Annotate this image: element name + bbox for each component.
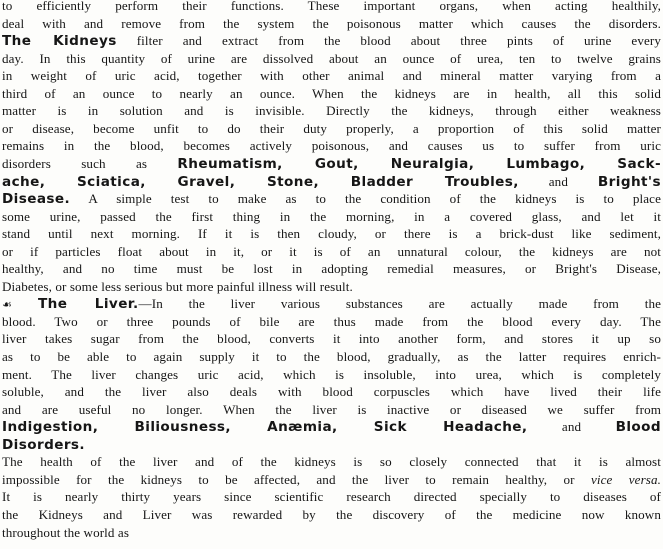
text-line — [2, 278, 661, 296]
bold-heading-text: The Kidneys — [2, 33, 117, 50]
text-line — [2, 67, 661, 85]
body-text: A simple test to make as to the condition of the kidneys is to place — [70, 191, 661, 207]
body-text: third of an ounce to nearly an ounce. When the kidneys are in health, all this solid — [2, 85, 661, 101]
text-line — [2, 260, 661, 278]
text-line — [2, 383, 661, 401]
text-line — [2, 0, 661, 15]
bold-heading-text: Blood — [615, 419, 661, 436]
text-line — [2, 173, 661, 191]
body-text: —In the liver various substances are actually made from the — [138, 296, 661, 312]
body-text: disorders such as — [2, 155, 178, 171]
bold-heading-text: Bright's — [597, 173, 661, 190]
text-line — [2, 330, 661, 348]
text-line — [2, 190, 661, 208]
body-text: remains in the blood, becomes actively poisonous, and causes us to suffer from uric — [2, 138, 661, 154]
bold-heading-text: Rheumatism, Gout, Neuralgia, Lumbago, Sack- — [177, 155, 661, 172]
text-line — [2, 453, 661, 471]
text-line — [2, 506, 661, 524]
text-line — [2, 225, 661, 243]
body-text: or disease, become unfit to do their duty properly, a proportion of this solid matter — [2, 120, 661, 136]
body-text: and — [518, 173, 598, 189]
body-text: liver takes sugar from the blood, converts it into another form, and stores it up so — [2, 331, 661, 347]
bold-heading-text: Indigestion, Biliousness, Anæmia, Sick Headache, — [2, 419, 528, 436]
body-text: healthy, and no time must be lost in adopting remedial measures, or Bright's Disease, — [2, 261, 661, 277]
bold-heading-text: ache, Sciatica, Gravel, Stone, Bladder Troubles, — [2, 173, 519, 190]
body-text: and are useful no longer. When the liver is inactive or diseased we suffer from — [2, 401, 661, 417]
body-text: in weight of uric acid, together with other animal and mineral matter varying from a — [2, 68, 661, 84]
bold-heading-text: The Liver. — [37, 296, 139, 313]
body-text: vice versa. — [590, 471, 661, 487]
text-line — [2, 401, 661, 419]
body-text: some urine, passed the first thing in the morning, in a covered glass, and let it — [2, 208, 661, 224]
text-line — [2, 102, 661, 120]
text-line — [2, 348, 661, 366]
body-text: and — [527, 419, 616, 435]
body-text: It is nearly thirty years since scientific research directed specially to diseases of — [2, 489, 661, 505]
text-line — [2, 488, 661, 506]
body-text: as to be able to again supply it to the blood, gradually, as the latter requires enrich- — [2, 349, 661, 364]
text-line — [2, 313, 661, 331]
body-text: matter is in solution and is invisible. Directly the kidneys, through either weakness — [2, 103, 661, 119]
body-text: the Kidneys and Liver was rewarded by the discovery of the medicine now known — [2, 506, 661, 522]
body-text: throughout the world as — [2, 524, 130, 540]
body-text: soluble, and the liver also deals with blood corpuscles which have lived their life — [2, 384, 661, 400]
text-line — [2, 137, 661, 155]
text-line — [2, 436, 661, 454]
body-text: The health of the liver and of the kidneys is so closely connected that it is almost — [2, 454, 661, 470]
text-line — [2, 471, 661, 489]
text-line — [2, 155, 661, 173]
text-line — [2, 85, 661, 103]
body-text: stand until next morning. If it is then cloudy, or there is a brick-dust like sediment, — [2, 226, 661, 242]
text-line — [2, 295, 661, 313]
bold-heading-text: Disorders. — [2, 436, 85, 453]
text-line — [2, 50, 661, 68]
body-text: to efficiently perform their functions. These important organs, when acting healthily, — [2, 0, 661, 13]
text-line — [2, 32, 661, 50]
text-line — [2, 418, 661, 436]
text-line — [2, 120, 661, 138]
text-line — [2, 15, 661, 33]
body-text: day. In this quantity of urine are dissolved about an ounce of urea, ten to twelve grains — [2, 50, 661, 66]
text-line — [2, 243, 661, 261]
body-text: or if particles float about in it, or it is of an unnatural colour, the kidneys are not — [2, 243, 661, 259]
body-text: impossible for the kidneys to be affected, and the liver to remain healthy, or — [2, 471, 591, 487]
ornament-icon: ☙ — [2, 298, 38, 312]
text-line — [2, 524, 661, 542]
body-text: filter and extract from the blood about three pints of urine every — [116, 33, 661, 49]
text-line — [2, 366, 661, 384]
bold-heading-text: Disease. — [2, 191, 71, 208]
body-text: ment. The liver changes uric acid, which is insoluble, into urea, which is completely — [2, 366, 661, 382]
body-text: blood. Two or three pounds of bile are thus made from the blood every day. The — [2, 313, 661, 329]
body-text: Diabetes, or some less serious but more painful illness will result. — [2, 278, 353, 294]
text-line — [2, 208, 661, 226]
body-text: deal with and remove from the system the poisonous matter which causes the disorders. — [2, 15, 661, 31]
